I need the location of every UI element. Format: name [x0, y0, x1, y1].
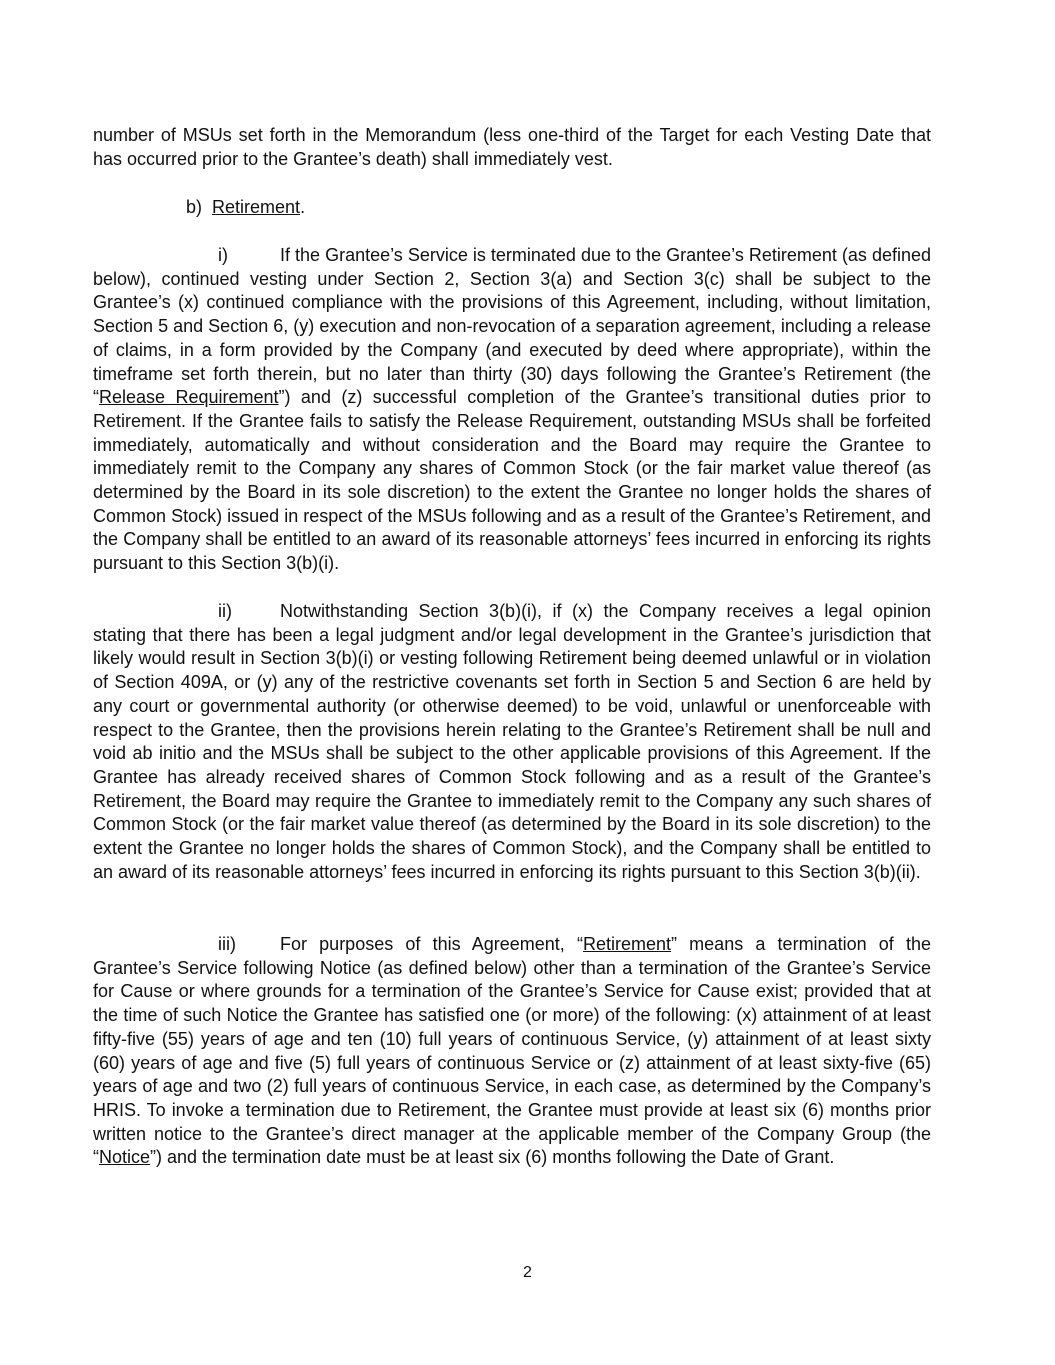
- defined-term-notice: Notice: [99, 1147, 151, 1168]
- defined-term-retirement: Retirement: [582, 934, 672, 954]
- paragraph-item-i: [93, 244, 931, 576]
- item-text-after: ”) and (z) successful completion of the Grantee’s transitional duties prior to Retirement. If the Grantee fails to satisfy the Release Requirement, outstanding MSUs shall be forfeited immediately, automatically and without consideration and the Board may require the Grantee to immediately remit to the Company any shares of Common Stock (or the fair market value thereof (as determined by the Board in its sole discretion) to the extent the Grantee no longer holds the shares of Common Stock) issued in respect of the MSUs following and as a result of the Grantee’s Retirement, and the Company shall be entitled to an award of its reasonable attorneys’ fees incurred in enforcing its rights pursuant to this Section 3(b)(i).: [93, 387, 932, 574]
- page-number: 2: [523, 1264, 532, 1281]
- item-text: Notwithstanding Section 3(b)(i), if (x) the Company receives a legal opinion stating that there has been a legal judgment and/or legal development in the Grantee’s jurisdiction that likely would result in Section 3(b)(i) or vesting following Retirement being deemed unlawful or in violation of Section 409A, or (y) any of the restrictive covenants set forth in Section 5 and Section 6 are held by any court or governmental authority (or otherwise deemed) to be void, unlawful or unenforceable with respect to the Grantee, then the provisions herein relating to the Grantee’s Retirement shall be null and void ab initio and the MSUs shall be subject to the other applicable provisions of this Agreement. If the Grantee has already received shares of Common Stock following and as a result of the Grantee’s Retirement, the Board may require the Grantee to immediately remit to the Company any such shares of Common Stock (or the fair market value thereof (as determined by the Board in its sole discretion) to the extent the Grantee no longer holds the shares of Common Stock), and the Company shall be entitled to an award of its reasonable attorneys’ fees incurred in enforcing its rights pursuant to this Section 3(b)(ii).: [93, 601, 931, 882]
- item-text-after: ”) and the termination date must be at least six (6) months following the Date of Grant.: [150, 1147, 835, 1168]
- continuation-paragraph: number of MSUs set forth in the Memorandum (less one-third of the Target for each Vesting Date that has occurred prior to the Grantee’s death) shall immediately vest.: [93, 125, 931, 169]
- paragraph-item-ii: [93, 600, 931, 884]
- item-text-before: For purposes of this Agreement, “: [280, 934, 583, 954]
- paragraph-item-iii: [93, 933, 931, 1170]
- item-number: i): [218, 245, 228, 265]
- item-number: ii): [218, 601, 232, 621]
- item-text-middle: ” means a termination of the Grantee’s Service following Notice (as defined below) other than a termination of the Grantee’s Service for Cause or where grounds for a termination of the Grantee’s Service for Cause exist; provided that at the time of such Notice the Grantee has satisfied one (or more) of the following: (x) attainment of at least fifty-five (55) years of age and ten (10) full years of continuous Service, (y) attainment of at least sixty (60) years of age and five (5) full years of continuous Service or (z) attainment of at least sixty-five (65) years of age and two (2) full years of continuous Service, in each case, as determined by the Company’s HRIS. To invoke a termination due to Retirement, the Grantee must provide at least six (6) months prior written notice to the Grantee’s direct manager at the applicable member of the Company Group (the “: [93, 934, 931, 1168]
- defined-term-release-requirement: Release Requirement: [99, 387, 279, 408]
- section-heading-retirement: [186, 196, 305, 220]
- section-number: b): [186, 197, 203, 217]
- section-title-suffix: .: [300, 197, 306, 217]
- item-text-before: If the Grantee’s Service is terminated due to the Grantee’s Retirement (as defined below), continued vesting under Section 2, Section 3(a) and Section 3(c) shall be subject to the Grantee’s (x) continued compliance with the provisions of this Agreement, including, without limitation, Section 5 and Section 6, (y) execution and non-revocation of a separation agreement, including a release of claims, in a form provided by the Company (and executed by deed where appropriate), within the timeframe set forth therein, but no later than thirty (30) days following the Grantee’s Retirement (the “: [93, 245, 931, 408]
- section-title: Retirement: [212, 197, 301, 217]
- item-number: iii): [218, 934, 236, 954]
